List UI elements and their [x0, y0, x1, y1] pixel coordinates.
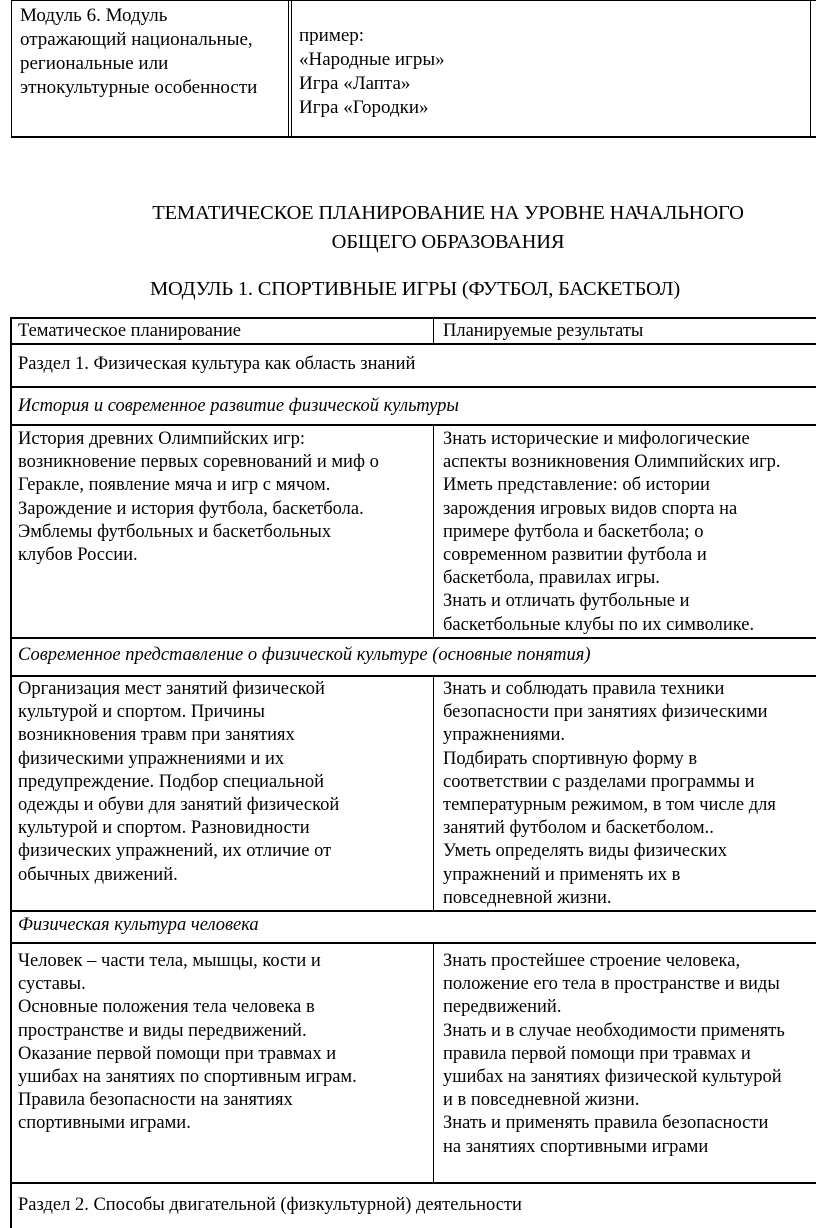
- table-border: [288, 0, 289, 138]
- table-border: [10, 386, 816, 388]
- module-6-example-cell: пример: «Народные игры» Игра «Лапта» Игра «Городки»: [299, 25, 445, 118]
- table-border: [10, 910, 816, 912]
- table-border: [433, 317, 434, 345]
- table-border: [10, 317, 12, 1228]
- subsection-title: Физическая культура человека: [18, 915, 259, 935]
- results-cell: Знать и соблюдать правила техники безопасности при занятиях физическими упражнениями. Подбирать спортивную форму в соответствии с разделами программы и температурным режимом, в том числе для занятий футболом и баскетболом.. Уметь определять виды физических упражнений и применять их в повседневной жизни.: [443, 679, 776, 908]
- table-border: [11, 0, 12, 138]
- table-border: [11, 136, 816, 138]
- table-border: [11, 0, 816, 1]
- column-header-results: Планируемые результаты: [443, 321, 644, 341]
- section-1-title: Раздел 1. Физическая культура как область знаний: [18, 354, 416, 374]
- results-cell: Знать исторические и мифологические аспекты возникновения Олимпийских игр. Иметь представление: об истории зарождения игровых видов спорта на примере футбола и баскетбола; о современном развитии футбола и баскетбола, правилах игры. Знать и отличать футбольные и баскетбольные клубы по их символике.: [443, 429, 781, 635]
- section-2-title: Раздел 2. Способы двигательной (физкультурной) деятельности: [18, 1195, 522, 1215]
- table-border: [433, 942, 434, 1184]
- table-border: [10, 343, 816, 345]
- module-heading: МОДУЛЬ 1. СПОРТИВНЫЕ ИГРЫ (ФУТБОЛ, БАСКЕТБОЛ): [150, 278, 680, 300]
- planning-cell: Организация мест занятий физической культурой и спортом. Причины возникновения травм при занятиях физическими упражнениями и их предупреждение. Подбор специальной одежды и обуви для занятий физической культурой и спортом. Разновидности физических упражнений, их отличие от обычных движений.: [18, 679, 340, 885]
- table-border: [10, 1182, 816, 1184]
- page-title: ТЕМАТИЧЕСКОЕ ПЛАНИРОВАНИЕ НА УРОВНЕ НАЧАЛЬНОГО ОБЩЕГО ОБРАЗОВАНИЯ: [152, 202, 744, 253]
- table-border: [10, 637, 816, 639]
- table-border: [10, 675, 816, 677]
- table-border: [433, 424, 434, 639]
- planning-cell: История древних Олимпийских игр: возникновение первых соревнований и миф о Геракле, появление мяча и игр с мячом. Зарождение и история футбола, баскетбола. Эмблемы футбольных и баскетбольных клубов России.: [18, 429, 379, 566]
- table-border: [433, 675, 434, 912]
- table-border: [10, 424, 816, 426]
- table-border: [10, 317, 816, 319]
- column-header-planning: Тематическое планирование: [18, 321, 242, 341]
- results-cell: Знать простейшее строение человека, положение его тела в пространстве и виды передвижений. Знать и в случае необходимости применять правила первой помощи при травмах и ушибах на занятиях физической культурой и в повседневной жизни. Знать и применять правила безопасности на занятиях спортивными играми: [443, 951, 785, 1157]
- table-border: [291, 0, 292, 138]
- subsection-title: Современное представление о физической культуре (основные понятия): [18, 645, 591, 665]
- subsection-title: История и современное развитие физической культуры: [18, 396, 459, 416]
- module-6-title-cell: Модуль 6. Модуль отражающий национальные, региональные или этнокультурные особенности: [20, 5, 258, 98]
- planning-cell: Человек – части тела, мышцы, кости и суставы. Основные положения тела человека в пространстве и виды передвижений. Оказание первой помощи при травмах и ушибах на занятиях по спортивным играм. Правила безопасности на занятиях спортивными играми.: [18, 951, 357, 1134]
- table-border: [810, 0, 811, 138]
- table-border: [10, 942, 816, 944]
